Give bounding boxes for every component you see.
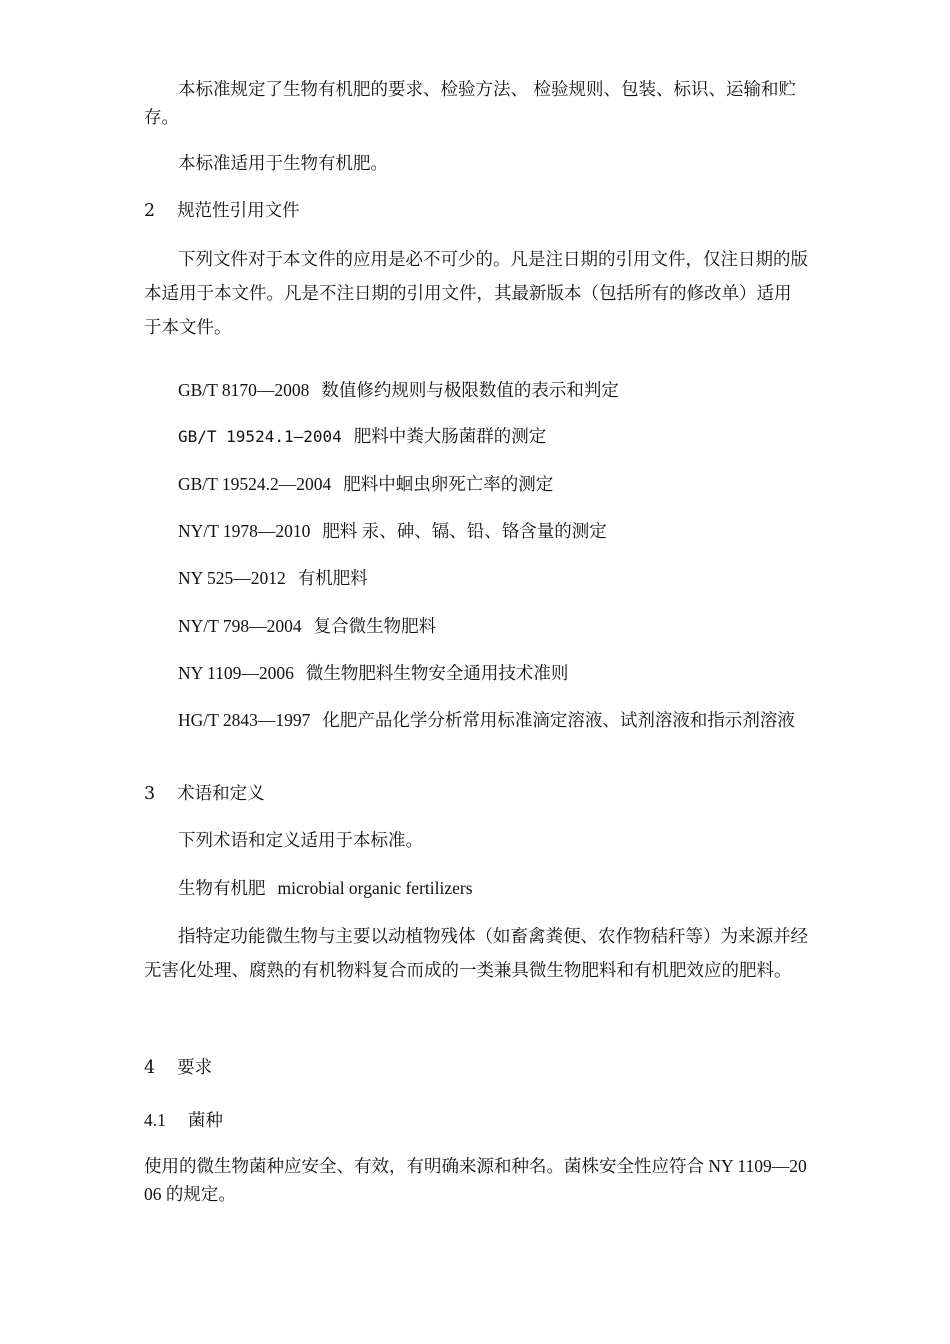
section-4-1-number: 4.1 (144, 1110, 166, 1130)
reference-code: GB/T 8170—2008 (178, 380, 310, 400)
term-definition: 指特定功能微生物与主要以动植物残体（如畜禽粪便、农作物秸秆等）为来源并经无害化处理、腐熟的有机物料复合而成的一类兼具微生物肥料和有机肥效应的肥料。 (144, 927, 808, 981)
reference-item (144, 423, 808, 451)
section-2-heading (144, 197, 808, 225)
reference-code: GB/T 19524.1—2004 (178, 427, 342, 446)
section-4-1-heading (144, 1106, 808, 1134)
section-4-heading (144, 1054, 808, 1082)
reference-item (144, 517, 808, 545)
reference-code: NY 1109—2006 (178, 663, 294, 683)
term-chinese: 生物有机肥 (178, 878, 266, 898)
reference-title: 有机肥料 (297, 568, 368, 588)
reference-title: 肥料 汞、砷、镉、铅、铬含量的测定 (322, 521, 607, 541)
reference-item (144, 659, 808, 687)
section-3-heading (144, 780, 808, 808)
reference-item (144, 706, 808, 734)
reference-title: 肥料中蛔虫卵死亡率的测定 (343, 474, 554, 494)
reference-title: 数值修约规则与极限数值的表示和判定 (321, 380, 619, 400)
section-4-title: 要求 (177, 1058, 213, 1078)
section-2-title: 规范性引用文件 (177, 201, 300, 221)
section-2-number: 2 (144, 201, 156, 221)
reference-item (144, 376, 808, 404)
reference-code: GB/T 19524.2—2004 (178, 474, 332, 494)
reference-item (144, 564, 808, 592)
reference-title: 肥料中粪大肠菌群的测定 (353, 427, 547, 447)
term-entry (144, 874, 808, 902)
reference-code: NY/T 1978—2010 (178, 521, 311, 541)
section-3-intro: 下列术语和定义适用于本标准。 (178, 831, 423, 851)
section-4-1-title: 菌种 (187, 1110, 223, 1130)
reference-title: 微生物肥料生物安全通用技术准则 (305, 663, 569, 683)
section-2-intro: 下列文件对于本文件的应用是必不可少的。凡是注日期的引用文件，仅注日期的版本适用于本文件。凡是不注日期的引用文件，其最新版本（包括所有的修改单）适用于本文件。 (144, 250, 808, 338)
reference-code: HG/T 2843—1997 (178, 710, 311, 730)
reference-item (144, 470, 808, 498)
section-3-title: 术语和定义 (177, 784, 265, 804)
reference-title: 化肥产品化学分析常用标准滴定溶液、试剂溶液和指示剂溶液 (322, 710, 795, 730)
section-4-1-text: 使用的微生物菌种应安全、有效，有明确来源和种名。菌株安全性应符合 NY 1109—2006 的规定。 (144, 1156, 807, 1204)
term-english: microbial organic fertilizers (277, 878, 473, 898)
scope-paragraph-1: 本标准规定了生物有机肥的要求、检验方法、 检验规则、包装、标识、运输和贮存。 (144, 80, 797, 128)
section-4-number: 4 (144, 1058, 156, 1078)
reference-item (144, 612, 808, 640)
reference-code: NY 525—2012 (178, 568, 286, 588)
scope-paragraph-2: 本标准适用于生物有机肥。 (178, 154, 388, 174)
reference-code: NY/T 798—2004 (178, 616, 302, 636)
reference-title: 复合微生物肥料 (313, 616, 437, 636)
section-3-number: 3 (144, 784, 156, 804)
